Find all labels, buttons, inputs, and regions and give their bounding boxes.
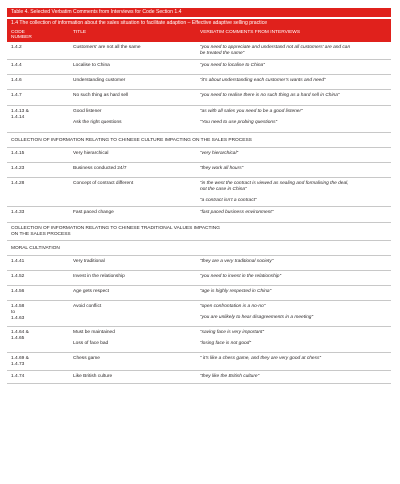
code-cell: 1.4.15 bbox=[11, 151, 25, 156]
table-row bbox=[7, 148, 391, 163]
comment-cell: “you need to realise there is no such thing as a hard sell in China” bbox=[200, 93, 340, 98]
title-cell: Chess game bbox=[73, 356, 100, 361]
code-cell: 1.4.2 bbox=[11, 45, 22, 50]
title-cell: Localise to China bbox=[73, 63, 110, 68]
table-row bbox=[7, 90, 391, 106]
code-cell: 1.4.58 to 1.4.63 bbox=[11, 304, 25, 321]
table-row bbox=[7, 163, 391, 178]
comment-cell: “they are a very traditional society” bbox=[200, 259, 274, 264]
title-cell: Very hierarchical bbox=[73, 151, 109, 156]
title-cell: Business conducted 24/7 bbox=[73, 166, 127, 171]
table-row bbox=[7, 178, 391, 207]
title-cell: Understanding customer bbox=[73, 78, 126, 83]
table-row bbox=[7, 301, 391, 327]
comment-cell: “it’s about understanding each customer’s wants and need” bbox=[200, 78, 326, 83]
table-group-moral bbox=[7, 256, 391, 384]
section-heading-moral-cultivation: MORAL CULTIVATION bbox=[7, 241, 391, 256]
code-cell: 1.4.56 bbox=[11, 289, 25, 294]
title-cell: Avoid conflict bbox=[73, 304, 102, 309]
comment-cell: “you need to appreciate and understand not all customers’ are and can be treated the same” bbox=[200, 45, 351, 56]
title-cell: Must be maintained Loss of face bad bbox=[73, 330, 115, 346]
code-cell: 1.4.23 bbox=[11, 166, 25, 171]
table-row bbox=[7, 371, 391, 384]
table-group-culture bbox=[7, 148, 391, 223]
code-cell: 1.4.4 bbox=[11, 63, 22, 68]
code-cell: 1.4.52 bbox=[11, 274, 25, 279]
table-row bbox=[7, 271, 391, 286]
table-row bbox=[7, 106, 391, 133]
code-cell: 1.4.69 & 1.4.73 bbox=[11, 356, 29, 367]
comment-cell: “age is highly respected in China” bbox=[200, 289, 272, 294]
title-cell: Fast paced change bbox=[73, 210, 114, 215]
comment-cell: “in the west the contract is viewed as sealing and formalising the deal, not the case in China” “a contract isn’t a contract” bbox=[200, 181, 349, 203]
comment-cell: “you need to localise to China” bbox=[200, 63, 265, 68]
title-cell: Good listener Ask the right questions bbox=[73, 109, 122, 125]
code-cell: 1.4.6 bbox=[11, 78, 22, 83]
table-row bbox=[7, 42, 391, 60]
header-code: CODE NUMBER bbox=[11, 29, 32, 41]
comment-cell: “as with all sales you need to be a good listener” “You need to use probing questions” bbox=[200, 109, 303, 125]
comment-cell: “very hierarchical” bbox=[200, 151, 239, 156]
code-cell: 1.4.64 & 1.4.65 bbox=[11, 330, 29, 341]
header-comments: VERBATIM COMMENTS FROM INTERVIEWS bbox=[200, 29, 301, 35]
comment-cell: “saving face is very important” “losing face is not good” bbox=[200, 330, 264, 346]
comment-cell: “they work all hours” bbox=[200, 166, 244, 171]
title-cell: Like British culture bbox=[73, 374, 113, 379]
table-row bbox=[7, 286, 391, 301]
title-cell: No such thing as hard sell bbox=[73, 93, 129, 98]
comment-cell: “they like the British culture” bbox=[200, 374, 260, 379]
comment-cell: “fast paced business environment” bbox=[200, 210, 274, 215]
document-page bbox=[7, 8, 391, 384]
code-cell: 1.4.33 bbox=[11, 210, 25, 215]
table-row bbox=[7, 256, 391, 271]
comment-cell: “you need to invest in the relationship” bbox=[200, 274, 282, 279]
table-row bbox=[7, 207, 391, 223]
comment-cell: “open confrontation is a no-no” “you are unlikely to hear disagreements in a meeting” bbox=[200, 304, 314, 320]
table-subtitle: 1.4 The collection of information about the sales situation to facilitate adaption – Effective adaptive selling practice bbox=[7, 19, 391, 28]
title-cell: Age gets respect bbox=[73, 289, 109, 294]
title-cell: Concept of contract different bbox=[73, 181, 134, 186]
code-cell: 1.4.7 bbox=[11, 93, 22, 98]
table-header bbox=[7, 28, 391, 42]
section-heading-traditional-values: COLLECTION OF INFORMATION RELATING TO CHINESE TRADITIONAL VALUES IMPACTING ON THE SALES PROCESS bbox=[7, 223, 391, 241]
code-cell: 1.4.13 & 1.4.14 bbox=[11, 109, 29, 120]
header-title: TITLE bbox=[73, 29, 87, 35]
table-group-general bbox=[7, 42, 391, 133]
comment-cell: “ it’s like a chess game, and they are very good at chess” bbox=[200, 356, 321, 361]
table-row bbox=[7, 75, 391, 90]
code-cell: 1.4.28 bbox=[11, 181, 25, 186]
section-heading-culture: COLLECTION OF INFORMATION RELATING TO CHINESE CULTURE IMPACTING ON THE SALES PROCESS bbox=[7, 133, 391, 148]
table-title: Table 4. Selected Verbatim Comments from Interviews for Code Section 1.4 bbox=[7, 8, 391, 17]
table-row bbox=[7, 353, 391, 371]
title-cell: Customers’ are not all the same bbox=[73, 45, 141, 50]
table-row bbox=[7, 60, 391, 75]
code-cell: 1.4.41 bbox=[11, 259, 25, 264]
title-cell: Very traditional bbox=[73, 259, 105, 264]
code-cell: 1.4.74 bbox=[11, 374, 25, 379]
title-cell: Invest in the relationship bbox=[73, 274, 125, 279]
table-row bbox=[7, 327, 391, 353]
